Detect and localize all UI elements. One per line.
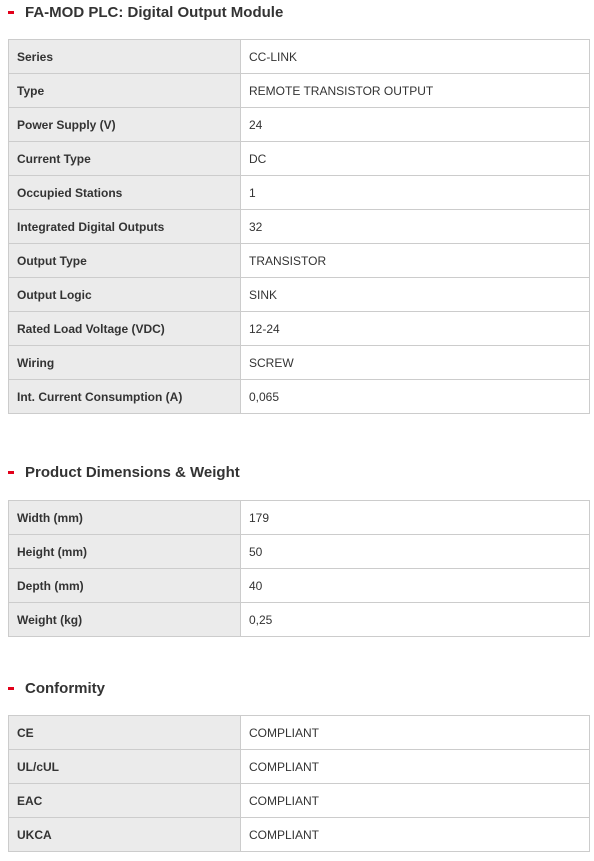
row-value: COMPLIANT [241, 784, 590, 818]
row-value: 32 [241, 210, 590, 244]
row-value: 24 [241, 108, 590, 142]
section-title-text: Product Dimensions & Weight [25, 463, 240, 481]
row-value: COMPLIANT [241, 818, 590, 852]
table-row [9, 818, 590, 852]
table-row [9, 74, 590, 108]
row-value: COMPLIANT [241, 750, 590, 784]
row-label: Wiring [9, 346, 241, 380]
row-value: DC [241, 142, 590, 176]
spec-table-dimensions [8, 500, 590, 637]
row-label: Integrated Digital Outputs [9, 210, 241, 244]
table-row [9, 176, 590, 210]
red-bullet-icon [8, 11, 14, 14]
table-row [9, 142, 590, 176]
row-label: Output Type [9, 244, 241, 278]
table-row [9, 244, 590, 278]
table-row [9, 346, 590, 380]
row-label: CE [9, 716, 241, 750]
row-label: Series [9, 40, 241, 74]
spec-table-module [8, 39, 590, 414]
row-value: SCREW [241, 346, 590, 380]
row-label: Current Type [9, 142, 241, 176]
table-row [9, 380, 590, 414]
row-value: 179 [241, 501, 590, 535]
row-value: 50 [241, 535, 590, 569]
table-row [9, 278, 590, 312]
row-value: 40 [241, 569, 590, 603]
row-value: REMOTE TRANSISTOR OUTPUT [241, 74, 590, 108]
row-value: COMPLIANT [241, 716, 590, 750]
row-value: CC-LINK [241, 40, 590, 74]
row-value: TRANSISTOR [241, 244, 590, 278]
section-title [8, 1, 283, 23]
row-label: Depth (mm) [9, 569, 241, 603]
row-label: Output Logic [9, 278, 241, 312]
row-label: Occupied Stations [9, 176, 241, 210]
table-row [9, 535, 590, 569]
table-row [9, 716, 590, 750]
spec-table-conformity [8, 715, 590, 852]
table-row [9, 312, 590, 346]
row-label: UKCA [9, 818, 241, 852]
row-label: Weight (kg) [9, 603, 241, 637]
row-value: 1 [241, 176, 590, 210]
section-title [8, 677, 105, 699]
row-value: 0,065 [241, 380, 590, 414]
section-title [8, 461, 240, 483]
table-row [9, 784, 590, 818]
row-label: Power Supply (V) [9, 108, 241, 142]
section-title-text: Conformity [25, 679, 105, 697]
table-row [9, 210, 590, 244]
table-row [9, 501, 590, 535]
row-label: EAC [9, 784, 241, 818]
section-title-text: FA-MOD PLC: Digital Output Module [25, 3, 284, 21]
row-label: UL/cUL [9, 750, 241, 784]
row-label: Height (mm) [9, 535, 241, 569]
row-value: 12-24 [241, 312, 590, 346]
table-row [9, 750, 590, 784]
row-label: Width (mm) [9, 501, 241, 535]
table-row [9, 603, 590, 637]
table-row [9, 108, 590, 142]
row-value: SINK [241, 278, 590, 312]
row-label: Int. Current Consumption (A) [9, 380, 241, 414]
row-label: Type [9, 74, 241, 108]
row-label: Rated Load Voltage (VDC) [9, 312, 241, 346]
red-bullet-icon [8, 471, 14, 474]
table-row [9, 569, 590, 603]
table-row [9, 40, 590, 74]
red-bullet-icon [8, 687, 14, 690]
row-value: 0,25 [241, 603, 590, 637]
